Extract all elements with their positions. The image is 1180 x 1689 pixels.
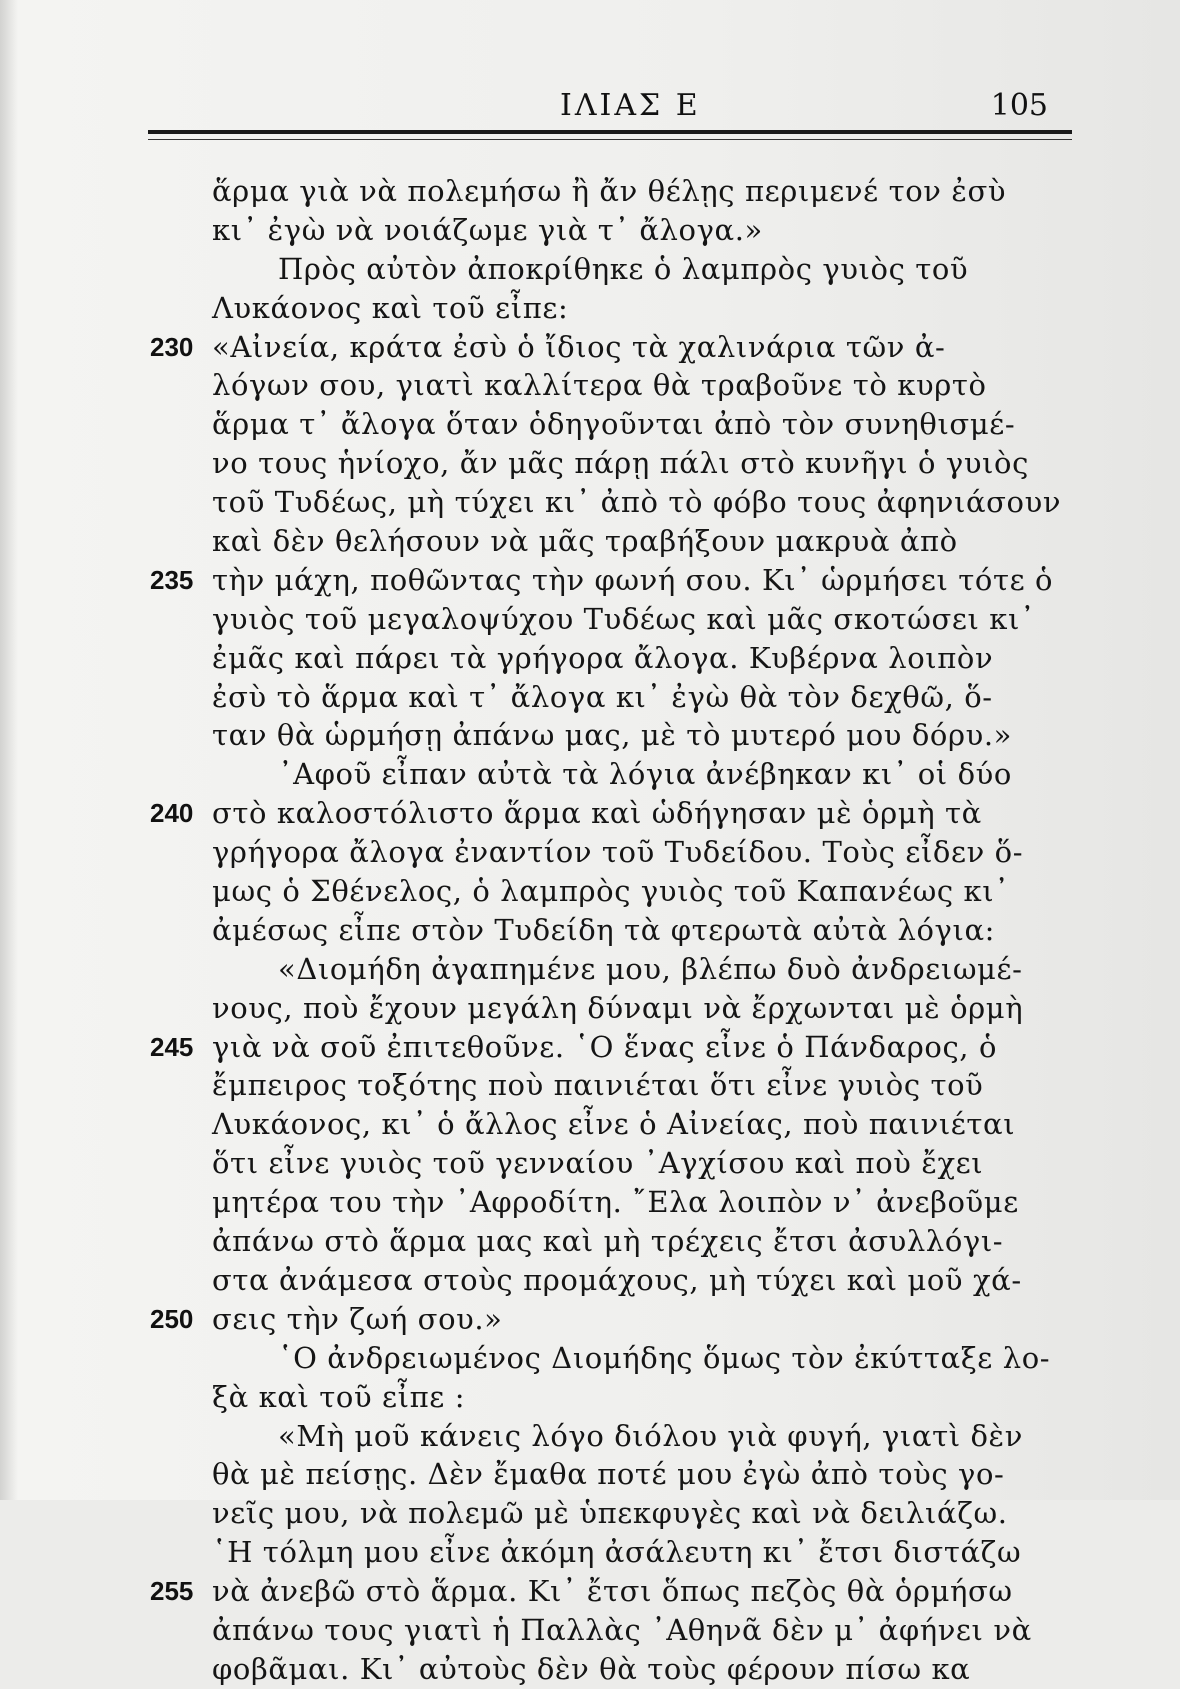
text-line — [150, 639, 1080, 678]
header-rule-thin — [148, 139, 1072, 140]
text-line — [150, 833, 1080, 872]
line-number: 230 — [150, 331, 194, 362]
line-text: «Διομήδη ἀγαπημένε μου, βλέπω δυὸ ἀνδρειωμέ- — [278, 951, 1023, 986]
text-line — [150, 405, 1080, 444]
line-number: 235 — [150, 564, 194, 595]
text-line — [150, 1533, 1080, 1572]
text-line — [150, 1650, 1080, 1689]
line-text: ἅρμα τ᾽ ἄλογα ὅταν ὁδηγοῦνται ἀπὸ τὸν συνηθισμέ- — [212, 407, 1016, 442]
text-line — [150, 1183, 1080, 1222]
text-line — [150, 1261, 1080, 1300]
line-text: ἀμέσως εἶπε στὸν Τυδείδη τὰ φτερωτὰ αὐτὰ λόγια: — [212, 912, 995, 947]
line-text: ἅρμα γιὰ νὰ πολεμήσω ἢ ἄν θέλῃς περιμενέ τον ἐσὺ — [212, 174, 1007, 208]
line-text: Λυκάονος, κι᾽ ὁ ἄλλος εἶνε ὁ Αἰνείας, ποὺ παινιέται — [212, 1107, 1016, 1142]
line-number: 245 — [150, 1031, 194, 1062]
line-text: ἀπάνω τους γιατὶ ἡ Παλλὰς ᾽Αθηνᾶ δὲν μ᾽ ἀφήνει νὰ — [212, 1612, 1032, 1647]
text-line — [150, 755, 1080, 794]
line-number: 250 — [150, 1303, 194, 1334]
text-line — [150, 950, 1080, 989]
text-line — [150, 483, 1080, 522]
line-text: ὅτι εἶνε γυιὸς τοῦ γενναίου ᾽Αγχίσου καὶ ποὺ ἔχει — [212, 1146, 984, 1181]
line-text: τὴν μάχη, ποθῶντας τὴν φωνή σου. Κι᾽ ὡρμήσει τότε ὁ — [212, 562, 1054, 597]
line-text: «Μὴ μοῦ κάνεις λόγο διόλου γιὰ φυγή, γιατὶ δὲν — [278, 1418, 1023, 1453]
text-line — [150, 1066, 1080, 1105]
line-text: θὰ μὲ πείσῃς. Δὲν ἔμαθα ποτέ μου ἐγὼ ἀπὸ τοὺς γο- — [212, 1457, 1005, 1492]
line-text: μητέρα του τὴν ᾽Αφροδίτη. ῎Ελα λοιπὸν ν᾽ ἀνεβοῦμε — [212, 1185, 1019, 1220]
line-text: λόγων σου, γιατὶ καλλίτερα θὰ τραβοῦνε τὸ κυρτὸ — [212, 368, 987, 403]
text-line — [150, 366, 1080, 405]
line-text: γρήγορα ἄλογα ἐναντίον τοῦ Τυδείδου. Τοὺς εἶδεν ὅ- — [212, 835, 1024, 870]
line-text: τοῦ Τυδέως, μὴ τύχει κι᾽ ἀπὸ τὸ φόβο τους ἀφηνιάσουν — [212, 485, 1062, 520]
line-text: ξὰ καὶ τοῦ εἶπε : — [212, 1379, 466, 1414]
text-line — [150, 1339, 1080, 1378]
page-header — [150, 88, 1070, 128]
text-line — [150, 561, 1080, 600]
line-text: Πρὸς αὐτὸν ἀποκρίθηκε ὁ λαμπρὸς γυιὸς τοῦ — [278, 251, 969, 286]
page-number: 105 — [990, 88, 1048, 123]
line-number: 255 — [150, 1576, 194, 1607]
line-text: ῾Η τόλμη μου εἶνε ἀκόμη ἀσάλευτη κι᾽ ἔτσι διστάζω — [212, 1535, 1022, 1570]
text-line — [150, 911, 1080, 950]
text-line — [150, 1378, 1080, 1417]
line-text: σεις τὴν ζωή σου.» — [212, 1301, 503, 1336]
text-line — [150, 1300, 1080, 1339]
line-text: στα ἀνάμεσα στοὺς προμάχους, μὴ τύχει καὶ μοῦ χά- — [212, 1262, 1022, 1297]
line-number: 240 — [150, 798, 194, 829]
text-line — [150, 1222, 1080, 1261]
text-line — [150, 872, 1080, 911]
text-line — [150, 1417, 1080, 1456]
text-line — [150, 1494, 1080, 1533]
text-line — [150, 1028, 1080, 1067]
line-text: νους, ποὺ ἔχουν μεγάλη δύναμι νὰ ἔρχωνται μὲ ὁρμὴ — [212, 990, 1024, 1025]
text-line — [150, 172, 1080, 211]
header-rule-thick — [148, 130, 1072, 134]
line-text: στὸ καλοστόλιστο ἅρμα καὶ ὡδήγησαν μὲ ὁρμὴ τὰ — [212, 796, 982, 831]
text-line — [150, 794, 1080, 833]
line-text: ἐμᾶς καὶ πάρει τὰ γρήγορα ἄλογα. Κυβέρνα λοιπὸν — [212, 640, 994, 675]
running-title: ΙΛΙΑΣ Ε — [560, 88, 701, 123]
text-line — [150, 444, 1080, 483]
page-gutter-shadow — [0, 0, 18, 1500]
text-line — [150, 289, 1080, 328]
line-text: ῾Ο ἀνδρειωμένος Διομήδης ὅμως τὸν ἐκύτταξε λο- — [278, 1340, 1051, 1375]
text-line — [150, 1105, 1080, 1144]
line-text: καὶ δὲν θελήσουν νὰ μᾶς τραβήξουν μακρυὰ ἀπὸ — [212, 524, 958, 559]
body-text — [150, 172, 1080, 1689]
line-text: νο τους ἡνίοχο, ἄν μᾶς πάρῃ πάλι στὸ κυνῆγι ὁ γυιὸς — [212, 446, 1029, 481]
text-line — [150, 211, 1080, 250]
text-line — [150, 328, 1080, 367]
text-line — [150, 522, 1080, 561]
line-text: ἀπάνω στὸ ἅρμα μας καὶ μὴ τρέχεις ἔτσι ἀσυλλόγι- — [212, 1224, 1004, 1259]
line-text: ἐσὺ τὸ ἅρμα καὶ τ᾽ ἄλογα κι᾽ ἐγὼ θὰ τὸν δεχθῶ, ὅ- — [212, 679, 993, 714]
line-text: νὰ ἀνεβῶ στὸ ἅρμα. Κι᾽ ἔτσι ὅπως πεζὸς θὰ ὁρμήσω — [212, 1574, 1013, 1609]
line-text: ταν θὰ ὡρμήσῃ ἀπάνω μας, μὲ τὸ μυτερό μου δόρυ.» — [212, 718, 1013, 753]
text-line — [150, 716, 1080, 755]
text-line — [150, 678, 1080, 717]
line-text: νεῖς μου, νὰ πολεμῶ μὲ ὑπεκφυγὲς καὶ νὰ δειλιάζω. — [212, 1496, 1008, 1531]
text-line — [150, 600, 1080, 639]
line-text: μως ὁ Σθένελος, ὁ λαμπρὸς γυιὸς τοῦ Καπανέως κι᾽ — [212, 874, 1010, 909]
line-text: γυιὸς τοῦ μεγαλοψύχου Τυδέως καὶ μᾶς σκοτώσει κι᾽ — [212, 601, 1036, 636]
line-text: «Αἰνεία, κράτα ἐσὺ ὁ ἴδιος τὰ χαλινάρια τῶν ἀ- — [212, 329, 946, 364]
line-text: κι᾽ ἐγὼ νὰ νοιάζωμε γιὰ τ᾽ ἄλογα.» — [212, 212, 763, 247]
text-line — [150, 1144, 1080, 1183]
text-line — [150, 1455, 1080, 1494]
text-line — [150, 989, 1080, 1028]
line-text: γιὰ νὰ σοῦ ἐπιτεθοῦνε. ῾Ο ἕνας εἶνε ὁ Πάνδαρος, ὁ — [212, 1029, 997, 1064]
line-text: ἔμπειρος τοξότης ποὺ παινιέται ὅτι εἶνε γυιὸς τοῦ — [212, 1068, 984, 1103]
line-text: φοβᾶμαι. Κι᾽ αὐτοὺς δὲν θὰ τοὺς φέρουν πίσω κα — [212, 1651, 971, 1686]
text-line — [150, 1611, 1080, 1650]
text-line — [150, 1572, 1080, 1611]
text-line — [150, 250, 1080, 289]
line-text: Λυκάονος καὶ τοῦ εἶπε: — [212, 290, 569, 325]
line-text: ᾽Αφοῦ εἶπαν αὐτὰ τὰ λόγια ἀνέβηκαν κι᾽ οἱ δύο — [278, 757, 1012, 792]
